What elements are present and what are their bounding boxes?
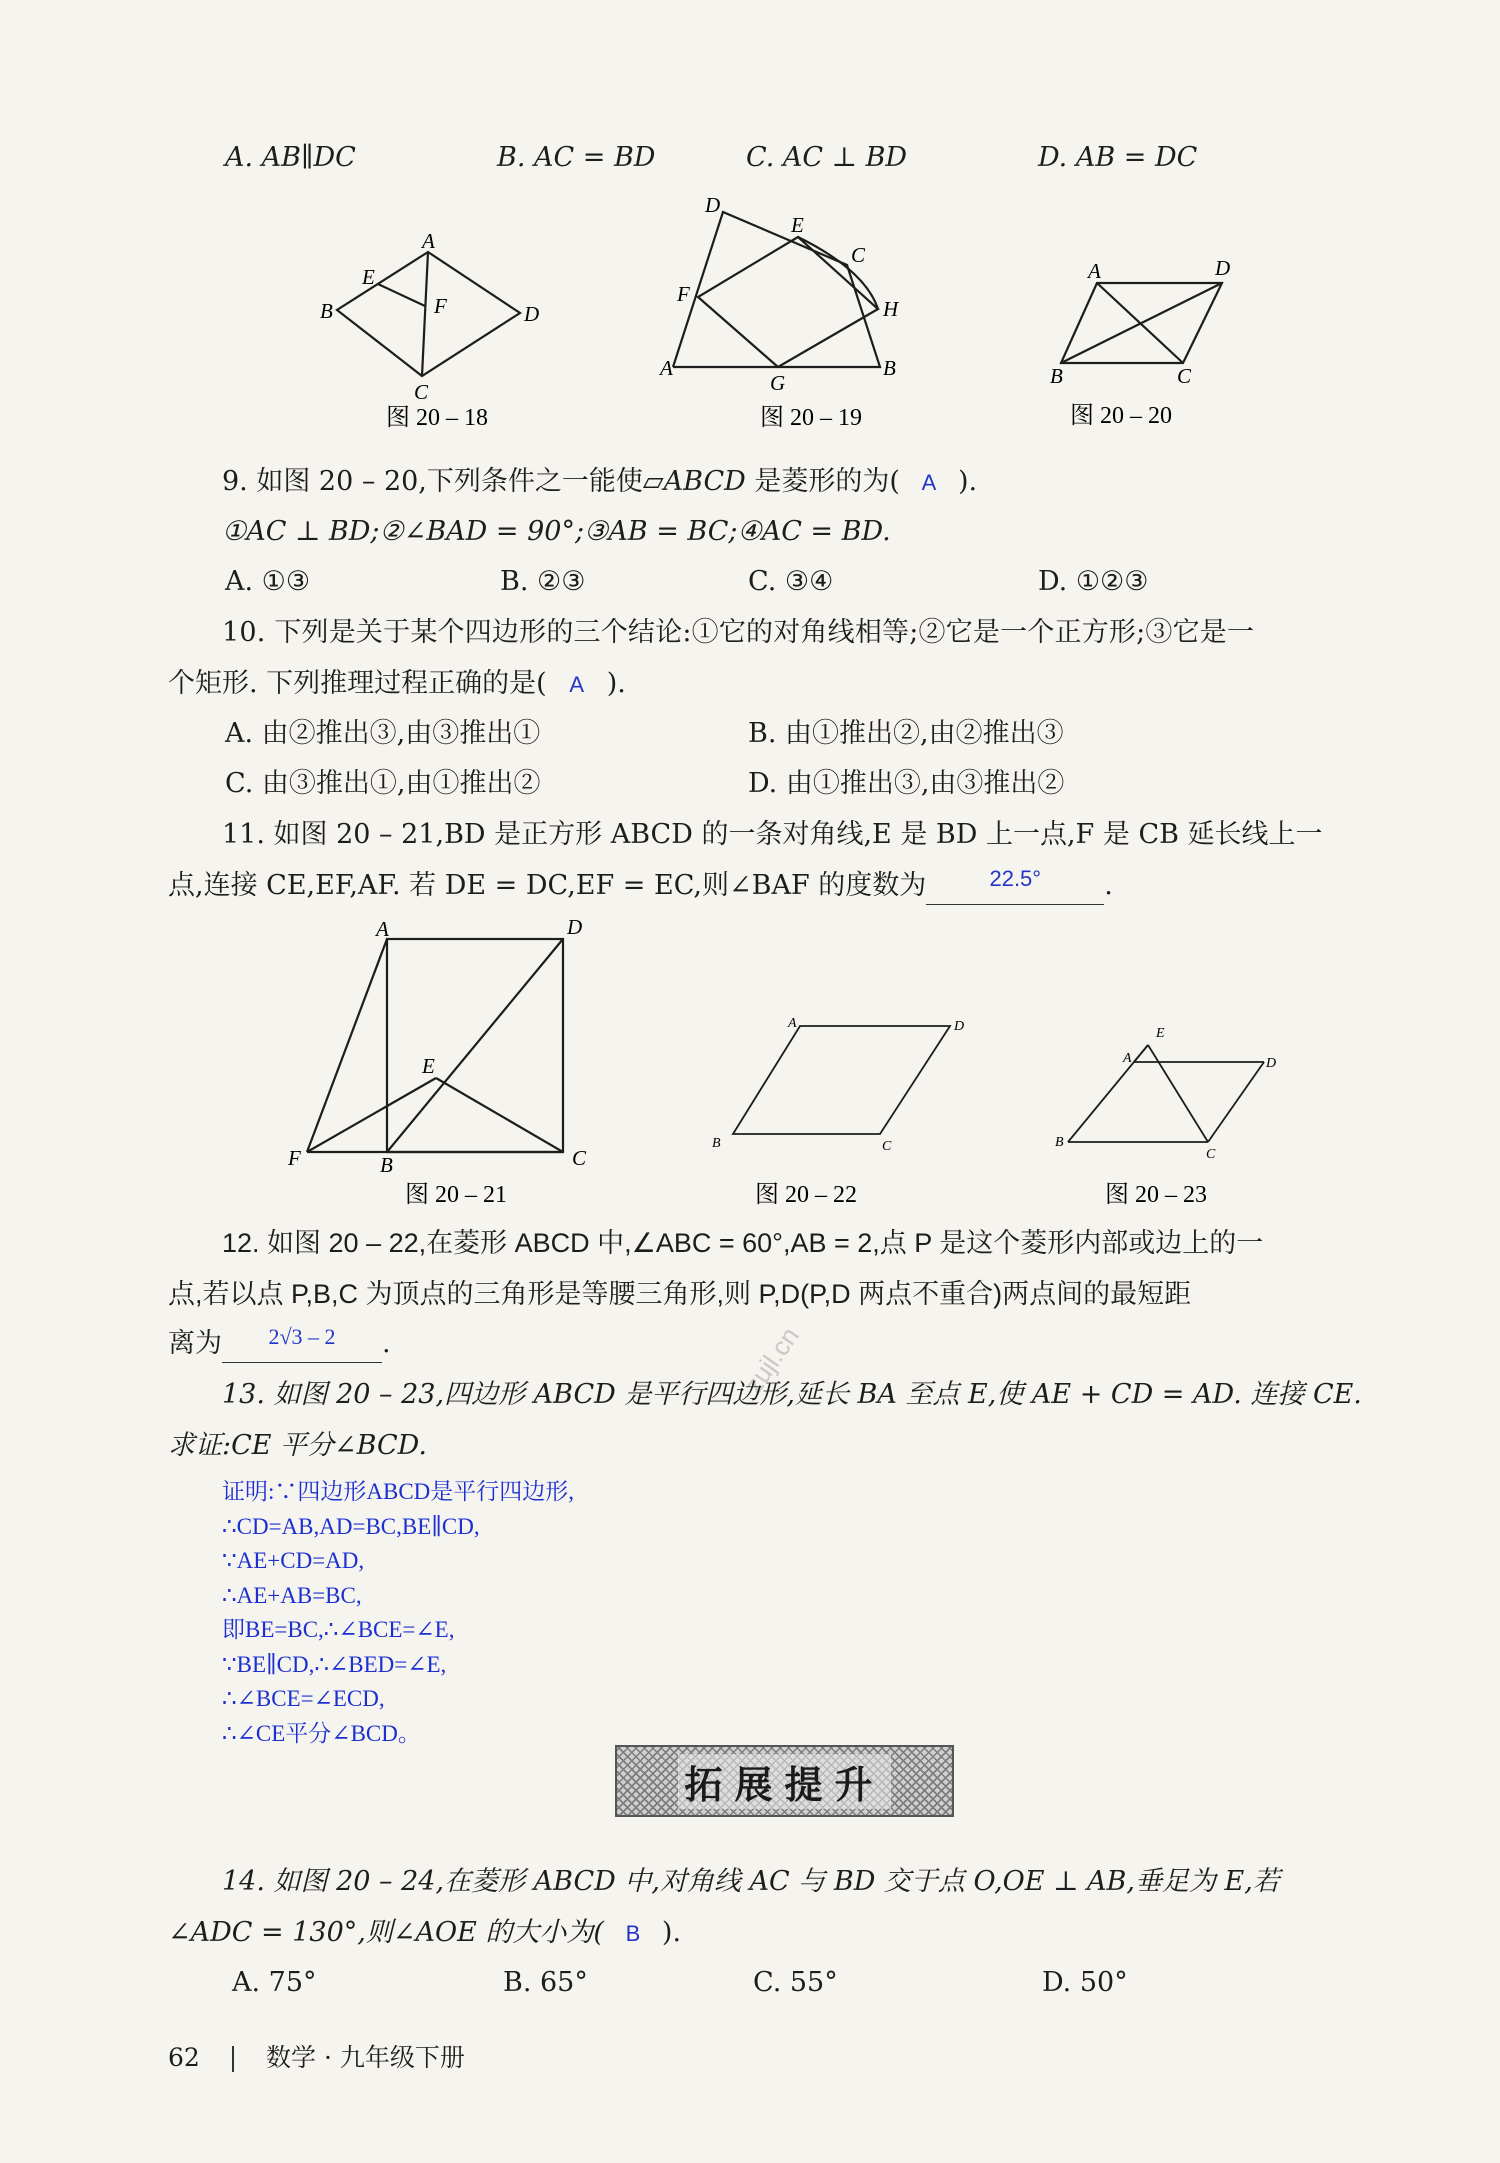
q11-answer: 22.5°: [989, 866, 1042, 891]
q9-stem: [222, 465, 977, 500]
q10-option-b: B. 由①推出②,由②推出③: [748, 718, 1064, 749]
section-title: 拓展提升: [678, 1754, 890, 1809]
q9-stem-pre: 9. 如图 20 – 20,下列条件之一能使: [222, 466, 643, 497]
q10-option-a: A. 由②推出③,由③推出①: [225, 718, 541, 749]
fig19-label-e: E: [791, 213, 804, 237]
q9-option-a: A. ①③: [225, 566, 311, 597]
fig21-label-b: B: [380, 1153, 393, 1177]
q8-option-b: B. AC = BD: [497, 142, 656, 173]
q9-stem-object: ▱ABCD: [642, 466, 746, 497]
q10-option-c: C. 由③推出①,由①推出②: [225, 768, 541, 799]
fig23-label-c: C: [1206, 1147, 1216, 1162]
fig20-caption: 图 20 – 20: [1070, 403, 1172, 429]
fig21-label-c: C: [572, 1146, 587, 1170]
fig18-label-d: D: [524, 302, 540, 326]
fig20-label-a: A: [1088, 259, 1101, 283]
section-banner: [615, 1745, 954, 1817]
q8-option-a: A. AB∥DC: [225, 142, 356, 173]
fig19-label-g: G: [770, 371, 786, 395]
q12-line2: 点,若以点 P,B,C 为顶点的三角形是等腰三角形,则 P,D(P,D 两点不重合)两点间的最短距: [168, 1279, 1192, 1309]
fig21-caption: 图 20 – 21: [405, 1182, 507, 1208]
figure-20-21: [280, 915, 620, 1210]
q11-line2-pre: 点,连接 CE,EF,AF. 若 DE = DC,EF = EC,则∠BAF 的度数为: [168, 870, 927, 901]
fig19-caption: 图 20 – 19: [760, 405, 862, 431]
q11-line1: 11. 如图 20 – 21,BD 是正方形 ABCD 的一条对角线,E 是 BD 上一点,F 是 CB 延长线上一: [222, 819, 1323, 850]
book-title: 数学 · 九年级下册: [266, 2043, 465, 2072]
proof-line: ∴∠BCE=∠ECD,: [222, 1686, 385, 1711]
footer-divider: [232, 2046, 234, 2072]
q10-answer: A: [569, 672, 585, 697]
figure-20-18: [300, 225, 560, 435]
q11-line2-end: .: [1104, 870, 1113, 901]
fig20-label-b: B: [1050, 364, 1063, 388]
q14-line2-pre: ∠ADC = 130°,则∠AOE 的大小为(: [168, 1917, 604, 1948]
page-number: 62: [168, 2043, 200, 2072]
q8-option-d: D. AB = DC: [1038, 142, 1198, 173]
figure-20-22: [700, 1000, 980, 1210]
q12-line3: [168, 1324, 391, 1363]
q12-answer: 2√3 – 2: [268, 1324, 336, 1349]
q10-line2-end: ).: [606, 668, 626, 699]
proof-line: ∴∠CE平分∠BCD。: [222, 1721, 421, 1746]
fig21-label-d: D: [567, 915, 583, 939]
fig22-caption: 图 20 – 22: [755, 1182, 857, 1208]
fig19-label-a: A: [660, 356, 673, 380]
q12-line1: 12. 如图 20 – 22,在菱形 ABCD 中,∠ABC = 60°,AB = 2,点 P 是这个菱形内部或边上的一: [222, 1228, 1264, 1258]
fig23-label-b: B: [1055, 1135, 1064, 1150]
q14-option-a: A. 75°: [232, 1967, 317, 1998]
fig18-label-b: B: [320, 299, 333, 323]
q12-line3-pre: 离为: [168, 1328, 222, 1359]
q10-line1: 10. 下列是关于某个四边形的三个结论:①它的对角线相等;②它是一个正方形;③它是一: [222, 617, 1255, 648]
fig23-label-a: A: [1123, 1051, 1132, 1066]
fig22-label-a: A: [788, 1016, 797, 1031]
fig21-label-e: E: [422, 1054, 435, 1078]
fig19-label-d: D: [705, 193, 721, 217]
q14-answer: B: [625, 1921, 641, 1946]
q9-option-c: C. ③④: [748, 566, 834, 597]
fig23-caption: 图 20 – 23: [1105, 1182, 1207, 1208]
fig21-label-f: F: [288, 1146, 301, 1170]
q9-option-b: B. ②③: [500, 566, 586, 597]
fig22-label-d: D: [954, 1019, 965, 1034]
proof-line: 证明:∵四边形ABCD是平行四边形,: [222, 1479, 575, 1504]
q13-line2: 求证:CE 平分∠BCD.: [168, 1430, 427, 1461]
fig23-label-e: E: [1156, 1026, 1165, 1041]
figure-20-19: [650, 195, 950, 435]
figure-20-23: [1050, 1010, 1310, 1210]
q13-line1: 13. 如图 20 – 23,四边形 ABCD 是平行四边形,延长 BA 至点 E,使 AE + CD = AD. 连接 CE.: [222, 1379, 1362, 1410]
proof-line: 即BE=BC,∴∠BCE=∠E,: [222, 1617, 455, 1642]
q14-line1: 14. 如图 20 – 24,在菱形 ABCD 中,对角线 AC 与 BD 交于点 O,OE ⊥ AB,垂足为 E,若: [222, 1866, 1280, 1897]
fig18-caption: 图 20 – 18: [386, 405, 488, 431]
q14-option-c: C. 55°: [753, 1967, 838, 1998]
proof-line: ∴CD=AB,AD=BC,BE∥CD,: [222, 1514, 480, 1539]
q10-line2-pre: 个矩形. 下列推理过程正确的是(: [168, 668, 547, 699]
proof-line: ∵AE+CD=AD,: [222, 1548, 365, 1573]
q9-option-d: D. ①②③: [1038, 566, 1149, 597]
fig22-label-b: B: [712, 1136, 721, 1151]
q9-stem-end: ).: [957, 466, 978, 497]
fig20-label-c: C: [1177, 364, 1192, 388]
fig22-label-c: C: [882, 1139, 892, 1154]
proof-line: ∵BE∥CD,∴∠BED=∠E,: [222, 1652, 447, 1677]
proof-line: ∴AE+AB=BC,: [222, 1583, 362, 1608]
fig21-label-a: A: [376, 917, 389, 941]
q14-line2: [168, 1916, 681, 1951]
q10-option-d: D. 由①推出③,由③推出②: [748, 768, 1065, 799]
fig18-label-a: A: [422, 229, 435, 253]
fig19-label-f: F: [677, 282, 690, 306]
fig18-label-c: C: [414, 380, 429, 404]
q9-answer: A: [921, 470, 937, 495]
q10-line2: [168, 667, 626, 702]
q14-line2-end: ).: [661, 1917, 682, 1948]
fig19-label-b: B: [883, 356, 896, 380]
figure-20-20: [1050, 250, 1270, 435]
fig18-label-f: F: [434, 294, 447, 318]
fig19-label-h: H: [883, 297, 899, 321]
q11-line2: [168, 866, 1113, 905]
q8-option-c: C. AC ⊥ BD: [746, 142, 908, 173]
q12-line3-end: .: [382, 1328, 391, 1359]
q14-option-d: D. 50°: [1042, 1967, 1128, 1998]
q9-stem-post: 是菱形的为(: [745, 466, 900, 497]
q9-conditions: ①AC ⊥ BD;②∠BAD = 90°;③AB = BC;④AC = BD.: [222, 516, 891, 547]
watermark: zujl.cn: [738, 1321, 805, 1400]
q14-option-b: B. 65°: [503, 1967, 588, 1998]
fig20-label-d: D: [1215, 256, 1231, 280]
fig18-label-e: E: [362, 265, 375, 289]
fig23-label-d: D: [1266, 1056, 1277, 1071]
fig19-label-c: C: [851, 243, 866, 267]
